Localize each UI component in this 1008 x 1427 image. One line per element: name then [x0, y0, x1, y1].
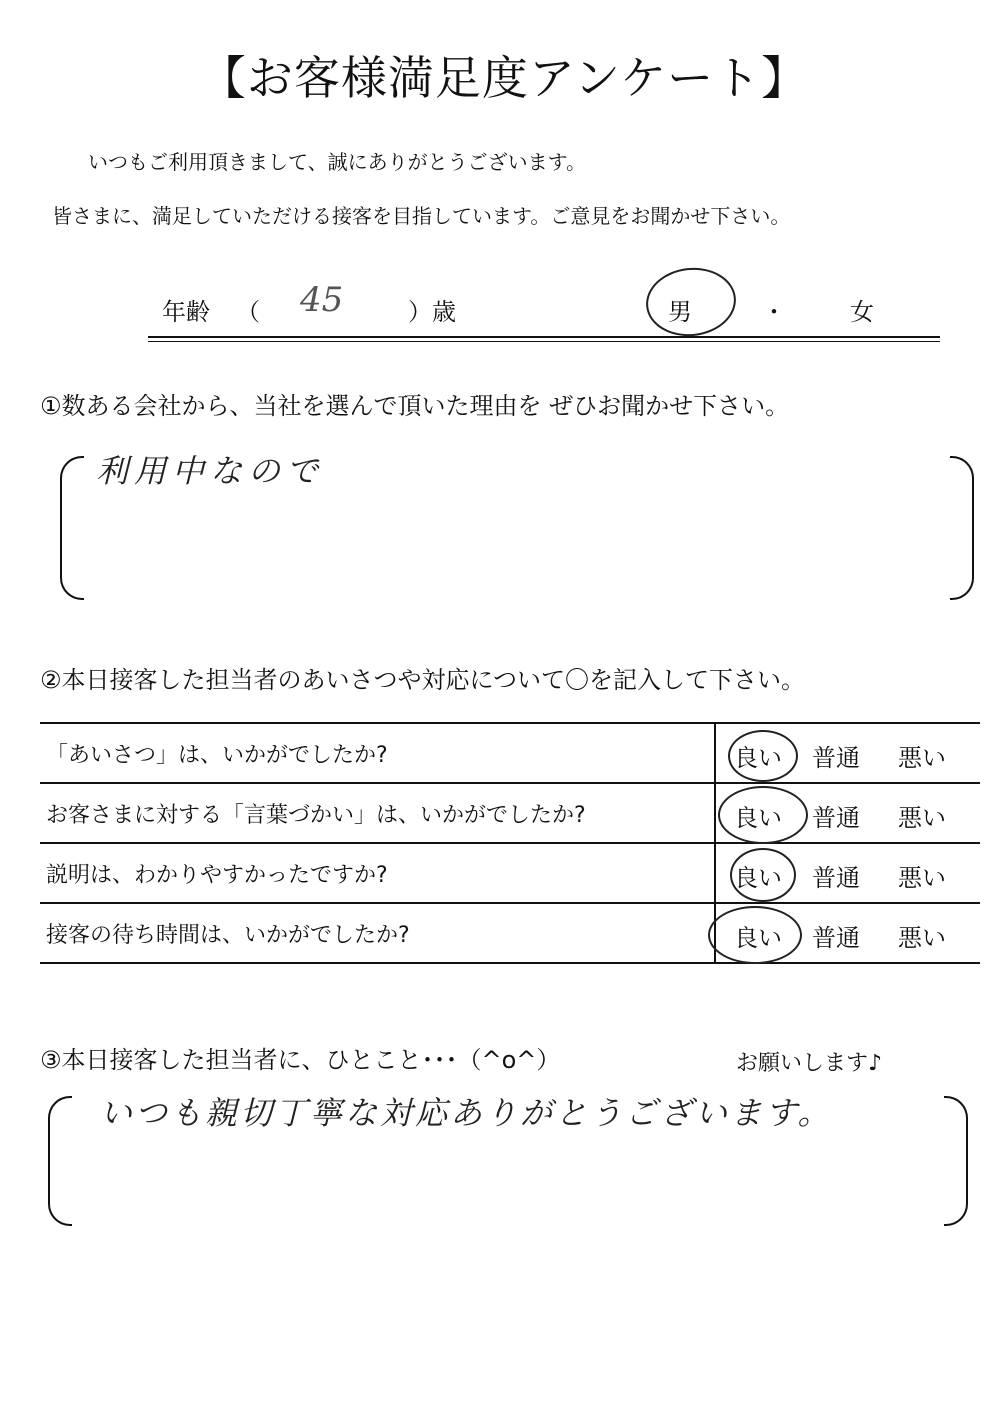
- option-bad[interactable]: 悪い: [898, 804, 946, 832]
- q3-answer-bracket-right: [944, 1096, 968, 1226]
- rating-question: 接客の待ち時間は、いかがでしたか?: [40, 903, 715, 963]
- q1-answer-bracket-left: [60, 456, 84, 600]
- rating-question: 説明は、わかりやすかったですか?: [40, 843, 715, 903]
- q3-answer-bracket-left: [48, 1096, 72, 1226]
- q3-question: ③本日接客した担当者に、ひとこと･･･（^o^）: [40, 1046, 561, 1074]
- q1-answer[interactable]: 利用中なので: [96, 452, 325, 490]
- survey-title: 【お客様満足度アンケート】: [199, 51, 809, 105]
- selected-circle: [728, 730, 798, 782]
- gender-male[interactable]: 男: [668, 298, 692, 326]
- age-close-paren: ）歳: [408, 298, 456, 326]
- q2-question: ②本日接客した担当者のあいさつや対応について〇を記入して下さい。: [40, 666, 806, 694]
- rating-options: [715, 723, 980, 783]
- rating-question: 「あいさつ」は、いかがでしたか?: [40, 723, 715, 783]
- option-average[interactable]: 普通: [812, 924, 860, 952]
- rating-row: [40, 843, 980, 903]
- rating-options: [715, 783, 980, 843]
- option-average[interactable]: 普通: [812, 744, 860, 772]
- q3-answer[interactable]: いつも親切丁寧な対応ありがとうございます。: [100, 1094, 833, 1132]
- option-bad[interactable]: 悪い: [898, 744, 946, 772]
- selected-circle: [718, 786, 808, 844]
- option-good[interactable]: 良い: [734, 744, 782, 772]
- gender-female[interactable]: 女: [850, 298, 874, 326]
- gender-selected-circle: [643, 263, 740, 340]
- option-average[interactable]: 普通: [812, 804, 860, 832]
- gender-separator: ・: [762, 298, 786, 326]
- age-value[interactable]: 45: [300, 280, 344, 320]
- rating-question: お客さまに対する「言葉づかい」は、いかがでしたか?: [40, 783, 715, 843]
- option-average[interactable]: 普通: [812, 864, 860, 892]
- option-good[interactable]: 良い: [734, 804, 782, 832]
- q1-question: ①数ある会社から、当社を選んで頂いた理由を ぜひお聞かせ下さい。: [40, 392, 790, 420]
- profile-underline: [148, 336, 940, 338]
- q3-note: お願いします♪: [736, 1051, 883, 1076]
- intro-line-1: いつもご利用頂きまして、誠にありがとうございます。: [88, 150, 586, 174]
- rating-table: [40, 722, 980, 964]
- rating-row: [40, 723, 980, 783]
- rating-row: [40, 903, 980, 963]
- intro-line-2: 皆さまに、満足していただける接客を目指しています。ご意見をお聞かせ下さい。: [52, 204, 791, 228]
- rating-options: [715, 843, 980, 903]
- rating-options: [715, 903, 980, 963]
- selected-circle: [730, 848, 796, 902]
- q1-answer-bracket-right: [950, 456, 974, 600]
- option-good[interactable]: 良い: [734, 924, 782, 952]
- option-bad[interactable]: 悪い: [898, 924, 946, 952]
- age-open-paren: （: [236, 298, 260, 326]
- selected-circle: [708, 906, 802, 964]
- option-bad[interactable]: 悪い: [898, 864, 946, 892]
- age-label: 年齢: [162, 298, 210, 326]
- rating-row: [40, 783, 980, 843]
- profile-underline-thin: [148, 341, 940, 342]
- option-good[interactable]: 良い: [734, 864, 782, 892]
